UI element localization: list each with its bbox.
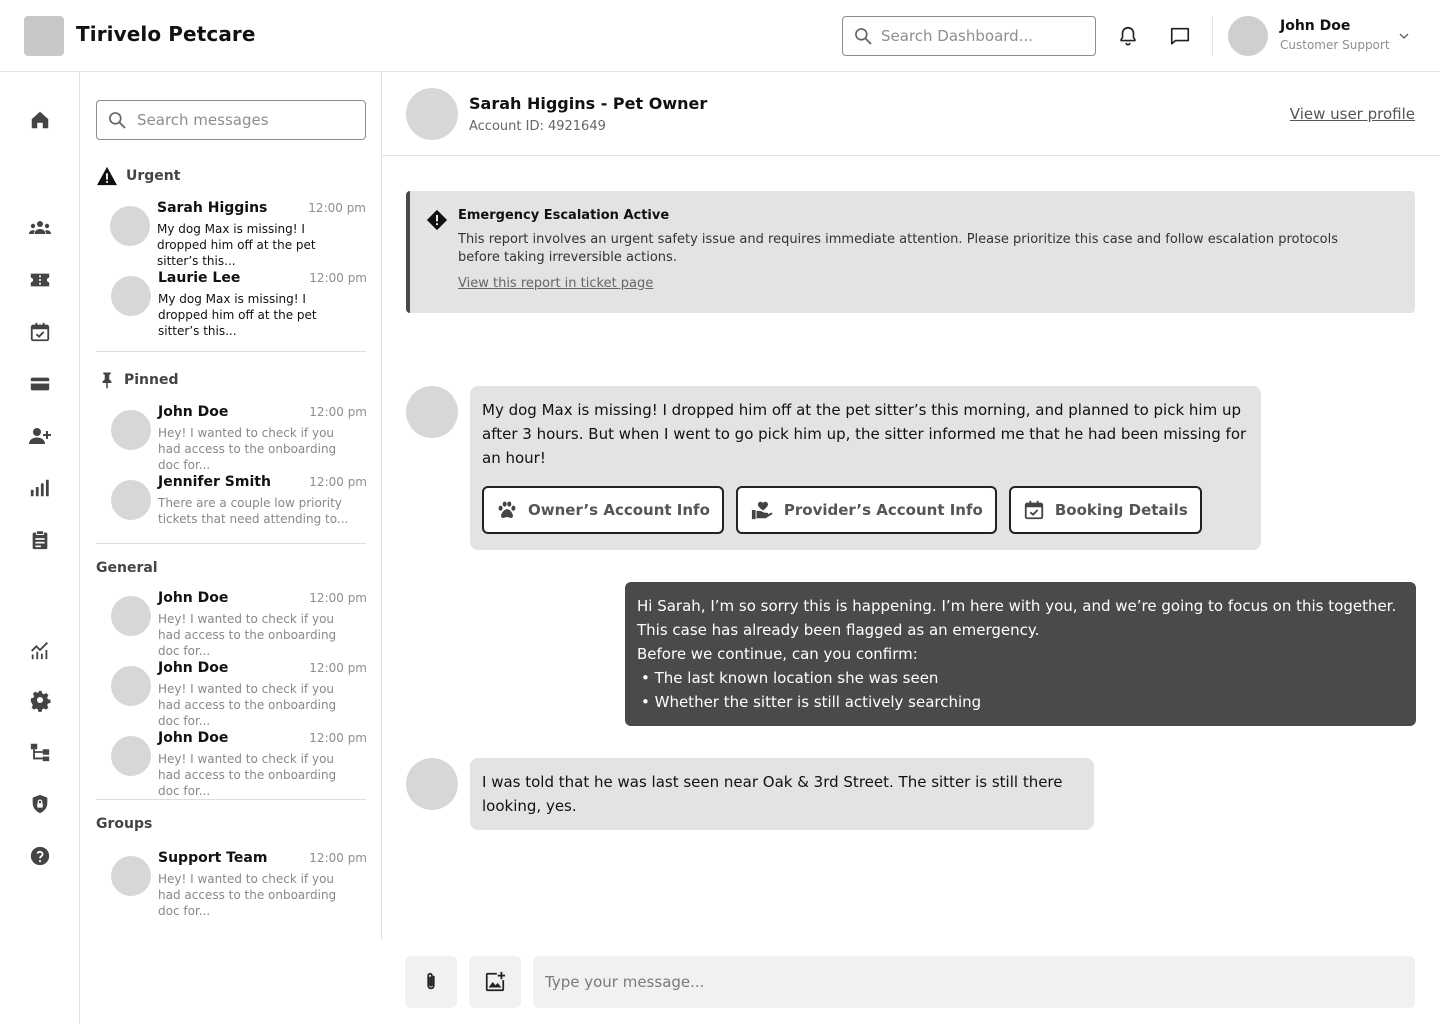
conversation-item[interactable]	[111, 474, 367, 536]
search-icon	[853, 26, 873, 46]
reply-line: This case has already been flagged as an emergency.	[637, 621, 1040, 639]
reply-line: Hi Sarah, I’m so sorry this is happening. I’m here with you, and we’re going to focus on this together.	[637, 597, 1397, 615]
reply-line: Before we continue, can you confirm:	[637, 645, 918, 663]
conversation-preview: There are a couple low priority tickets that need attending to...	[158, 496, 349, 526]
section-general-label: General	[96, 560, 158, 576]
conversation-preview: My dog Max is missing! I dropped him off at the pet sitter’s this...	[157, 222, 316, 268]
add-image-icon	[484, 971, 506, 993]
avatar	[111, 276, 151, 316]
message-input[interactable]	[545, 973, 1395, 991]
analytics-icon[interactable]	[28, 638, 52, 662]
owner-account-info-label: Owner’s Account Info	[528, 501, 710, 519]
avatar	[406, 758, 458, 810]
emergency-alert	[406, 191, 1415, 313]
users-group-icon[interactable]	[28, 216, 52, 240]
conversation-item[interactable]	[111, 850, 367, 918]
security-shield-icon[interactable]	[28, 792, 52, 816]
user-name: John Doe	[1280, 18, 1351, 34]
avatar[interactable]	[1228, 16, 1268, 56]
attach-button[interactable]	[405, 956, 457, 1008]
avatar	[406, 88, 458, 140]
section-general	[96, 560, 158, 576]
conversation-preview: Hey! I wanted to check if you had access to the onboarding doc for...	[158, 612, 337, 658]
account-id: Account ID: 4921649	[469, 119, 606, 134]
alert-body: This report involves an urgent safety issue and requires immediate attention. Please prioritize this case and follow escalation protocols before taking irreversible actions.	[458, 232, 1339, 265]
contact-name: Sarah Higgins - Pet Owner	[469, 94, 708, 113]
conversation-name: John Doe	[158, 404, 229, 420]
chat-header	[382, 72, 1440, 156]
calendar-check-icon	[1023, 499, 1045, 521]
section-urgent	[96, 166, 180, 186]
credit-card-icon[interactable]	[28, 372, 52, 396]
avatar	[110, 206, 150, 246]
avatar	[111, 596, 151, 636]
view-user-profile-link[interactable]: View user profile	[1289, 105, 1415, 123]
owner-account-info-button[interactable]	[482, 486, 724, 534]
hand-heart-icon	[750, 499, 774, 521]
conversation-name: John Doe	[158, 730, 229, 746]
conversation-item[interactable]	[111, 270, 367, 338]
conversation-preview: My dog Max is missing! I dropped him off at the pet sitter’s this...	[158, 292, 317, 338]
search-icon	[107, 110, 127, 130]
message-text: My dog Max is missing! I dropped him off at the pet sitter’s this morning, and planned to pick him up after 3 hours. But when I went to go pick him up, the sitter informed me that he had been missing for an hour!	[482, 401, 1247, 467]
dashboard-search[interactable]	[842, 16, 1096, 56]
divider	[96, 799, 366, 800]
avatar	[111, 736, 151, 776]
section-pinned-label: Pinned	[124, 372, 179, 388]
conversation-name: Support Team	[158, 850, 268, 866]
conversation-name: Jennifer Smith	[158, 474, 271, 490]
conversation-name: John Doe	[158, 590, 229, 606]
reply-bullet: • The last known location she was seen	[641, 669, 939, 687]
section-urgent-label: Urgent	[126, 168, 181, 184]
conversation-item[interactable]	[111, 730, 367, 798]
section-pinned	[98, 370, 179, 390]
messages-search[interactable]	[96, 100, 366, 140]
header-divider	[1212, 16, 1213, 56]
avatar	[111, 856, 151, 896]
divider	[96, 351, 366, 352]
pin-icon	[98, 370, 116, 390]
conversation-preview: Hey! I wanted to check if you had access to the onboarding doc for...	[158, 752, 337, 798]
help-icon[interactable]	[28, 844, 52, 868]
conversation-time: 12:00 pm	[309, 591, 367, 605]
conversation-preview: Hey! I wanted to check if you had access to the onboarding doc for...	[158, 426, 337, 472]
app-logo[interactable]	[24, 16, 64, 56]
message-composer[interactable]	[533, 956, 1415, 1008]
user-role: Customer Support	[1280, 38, 1390, 52]
warning-diamond-icon	[426, 209, 448, 231]
conversation-time: 12:00 pm	[309, 271, 367, 285]
section-groups	[96, 816, 152, 832]
message-text: I was told that he was last seen near Oak & 3rd Street. The sitter is still there looking, yes.	[482, 773, 1063, 815]
conversation-time: 12:00 pm	[309, 731, 367, 745]
messages-search-input[interactable]	[137, 111, 347, 129]
paw-icon	[496, 499, 518, 521]
message-icon[interactable]	[1168, 24, 1192, 48]
sidebar-nav	[0, 72, 80, 1024]
conversation-item[interactable]	[111, 404, 367, 472]
add-user-icon[interactable]	[28, 424, 52, 448]
conversation-name: John Doe	[158, 660, 229, 676]
messages-list-panel	[80, 72, 382, 940]
conversation-item[interactable]	[110, 200, 366, 268]
provider-account-info-button[interactable]	[736, 486, 997, 534]
incoming-message	[470, 758, 1094, 830]
dashboard-search-input[interactable]	[881, 27, 1076, 45]
avatar	[111, 666, 151, 706]
booking-details-button[interactable]	[1009, 486, 1202, 534]
divider	[96, 543, 366, 544]
conversation-item[interactable]	[111, 660, 367, 728]
conversation-preview: Hey! I wanted to check if you had access to the onboarding doc for...	[158, 872, 337, 918]
conversation-time: 12:00 pm	[309, 405, 367, 419]
ticket-icon[interactable]	[28, 268, 52, 292]
warning-icon	[96, 166, 118, 186]
conversation-preview: Hey! I wanted to check if you had access to the onboarding doc for...	[158, 682, 337, 728]
conversation-item[interactable]	[111, 590, 367, 658]
conversation-time: 12:00 pm	[309, 661, 367, 675]
booking-details-label: Booking Details	[1054, 501, 1188, 519]
provider-account-info-label: Provider’s Account Info	[783, 501, 983, 519]
add-image-button[interactable]	[469, 956, 521, 1008]
bar-chart-icon[interactable]	[28, 476, 52, 500]
conversation-name: Laurie Lee	[158, 270, 241, 286]
conversation-time: 12:00 pm	[309, 475, 367, 489]
message-actions	[482, 486, 1249, 534]
bell-icon[interactable]	[1116, 24, 1140, 48]
view-ticket-link[interactable]: View this report in ticket page	[458, 276, 654, 291]
avatar	[111, 480, 151, 520]
settings-icon[interactable]	[28, 688, 52, 712]
incoming-message	[470, 386, 1261, 550]
alert-title: Emergency Escalation Active	[458, 208, 670, 223]
app-title: Tirivelo Petcare	[76, 22, 256, 46]
clipboard-icon[interactable]	[28, 528, 52, 552]
avatar	[111, 410, 151, 450]
chevron-down-icon[interactable]	[1396, 28, 1412, 44]
hierarchy-icon[interactable]	[28, 740, 52, 764]
calendar-check-icon[interactable]	[28, 320, 52, 344]
home-icon[interactable]	[28, 108, 52, 132]
conversation-time: 12:00 pm	[308, 201, 366, 215]
top-header	[0, 0, 1440, 72]
paperclip-icon	[420, 971, 442, 993]
avatar	[406, 386, 458, 438]
conversation-name: Sarah Higgins	[157, 200, 268, 216]
outgoing-message	[625, 582, 1416, 726]
reply-bullet: • Whether the sitter is still actively searching	[641, 693, 982, 711]
conversation-time: 12:00 pm	[309, 851, 367, 865]
section-groups-label: Groups	[96, 816, 153, 832]
